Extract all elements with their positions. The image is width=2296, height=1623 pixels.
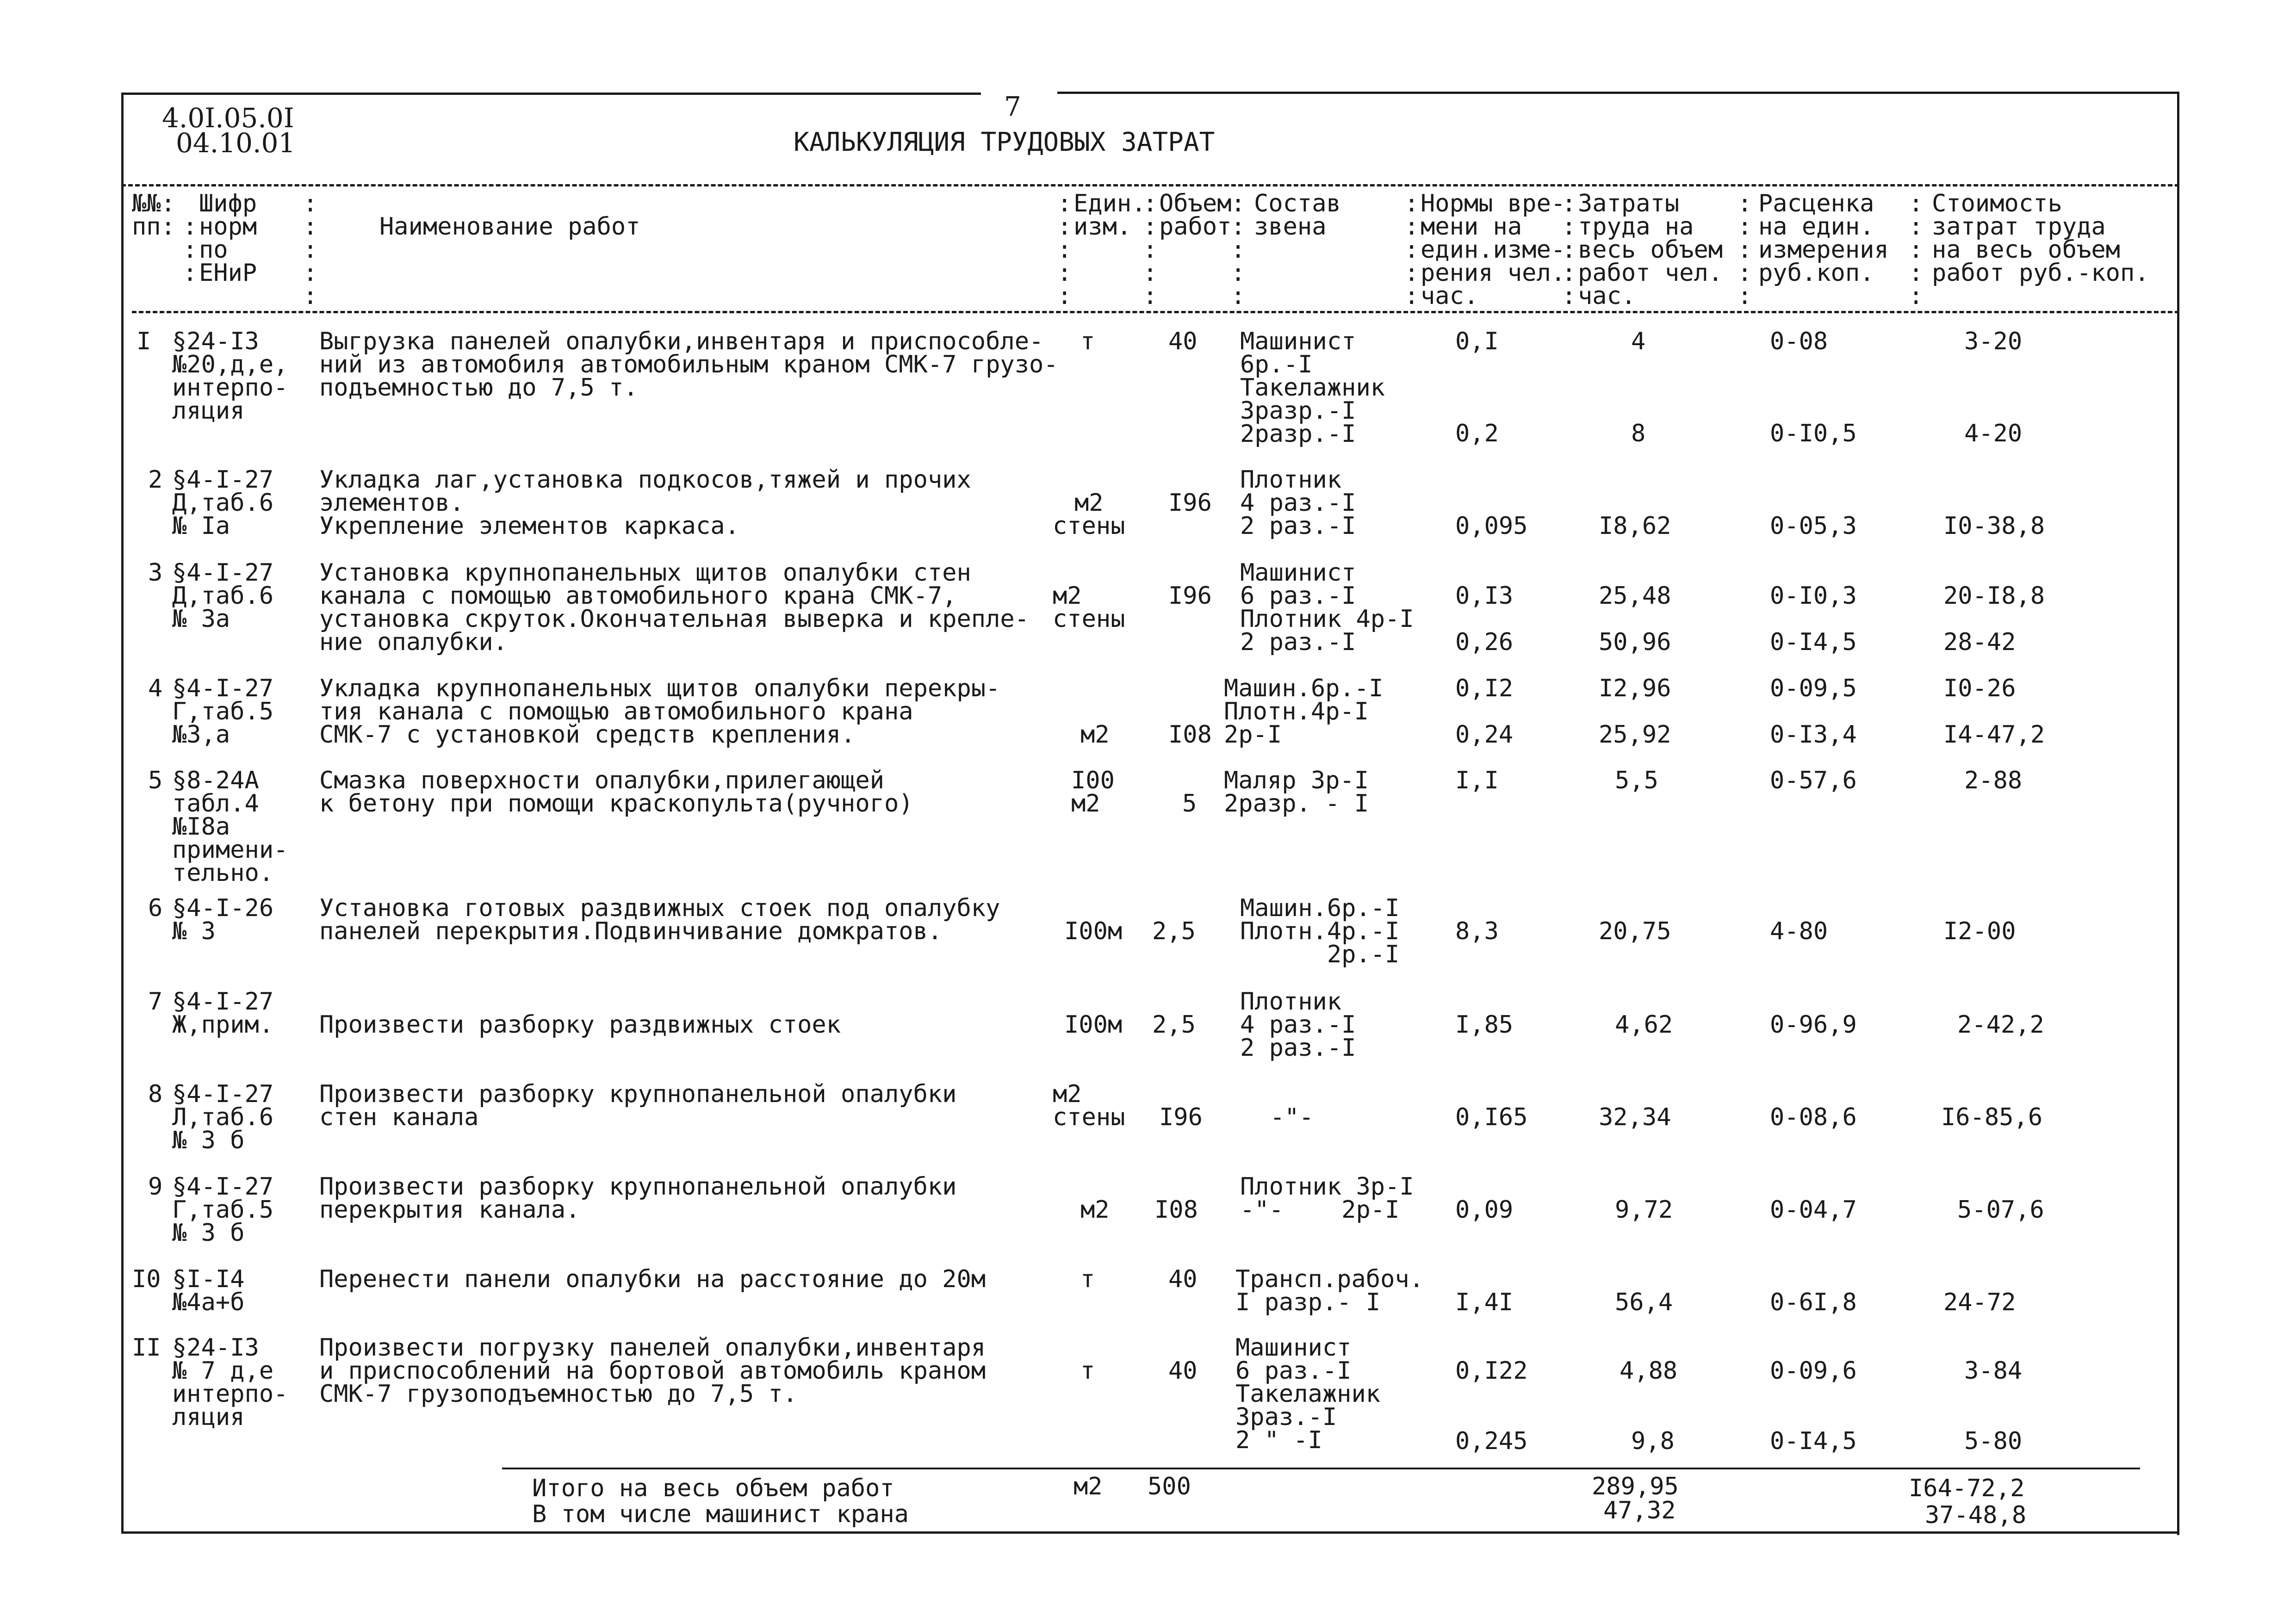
row-number: I [137,328,151,355]
header-labor: Затраты труда на весь объем работ чел. час. [1578,190,1723,310]
row-volume: I96 [1168,582,1212,610]
totals-sublabel: В том числе машинист крана [532,1500,909,1528]
row-norm: 0,2 [1455,420,1499,447]
row-labor: 50,96 [1599,628,1671,656]
header-separator: : : : : : [1404,190,1419,310]
frame-left [121,93,124,1534]
row-norm: I,85 [1455,1011,1514,1039]
row-crew: Машин.6р.-I Плотн.4р-I 2р-I [1224,675,1384,749]
row-unit: м2 [1080,721,1110,749]
totals-labor: 289,95 [1592,1473,1679,1500]
totals-unit: м2 [1074,1473,1103,1500]
row-unit: т [1080,1357,1095,1385]
row-volume: 2,5 [1152,1011,1196,1039]
row-cost: I2-00 [1943,917,2016,945]
row-work-name: Перенести панели опалубки на расстояние до 20м [319,1265,986,1293]
row-labor: 9,8 [1631,1427,1675,1455]
row-volume: I08 [1168,721,1212,749]
row-labor: I2,96 [1599,675,1671,702]
row-unit: I00 м2 [1071,767,1115,818]
header-separator: : : : : : [1143,190,1158,310]
row-norm-code: §4-I-27 Г,таб.5 №3,а [172,675,274,749]
header-code: Шифр норм по ЕНиР [199,190,257,287]
row-volume: 40 [1168,1357,1198,1385]
row-norm-code: §4-I-27 Ж,прим. [172,988,274,1039]
header-rate: Расценка на един. измерения руб.коп. [1758,190,1889,287]
row-rate: 0-I4,5 [1770,1427,1857,1455]
row-rate: 0-I4,5 [1770,628,1857,656]
row-rate: 0-57,6 [1770,767,1857,794]
row-cost: I6-85,6 [1941,1103,2043,1131]
row-work-name: Выгрузка панелей опалубки,инвентаря и приспособле- ний из автомобиля автомобильным краном СМК-7 грузо- подъемностью до 7,5 т. [319,328,1058,402]
row-labor: 25,92 [1599,721,1671,749]
doc-code-2: 04.10.01 [176,127,296,159]
row-norm: 0,I [1455,328,1499,355]
row-labor: 8 [1631,420,1646,447]
row-norm-code: §24-I3 № 7 д,е интерпо- ляция [172,1334,288,1431]
row-norm: 0,09 [1455,1196,1514,1224]
row-norm: I,4I [1455,1288,1514,1316]
row-rate: 0-I0,5 [1770,420,1857,447]
row-work-name: Произвести погрузку панелей опалубки,инвентаря и приспособлений на бортовой автомобиль краном СМК-7 грузоподъемностью до 7,5 т. [319,1334,986,1408]
row-unit: м2 стены [1053,489,1125,540]
header-unit: Един. изм. [1074,190,1146,241]
row-cost: 3-84 [1964,1357,2023,1385]
row-crew: Плотник 4 раз.-I 2 раз.-I [1240,466,1356,540]
row-rate: 0-6I,8 [1770,1288,1857,1316]
header-separator: : : : : : [1562,190,1576,310]
header-bottom-rule [132,311,2179,313]
row-work-name: Произвести разборку раздвижных стоек [319,1011,841,1039]
row-rate: 0-09,5 [1770,675,1857,702]
row-cost: 20-I8,8 [1943,582,2045,610]
row-labor: 56,4 [1615,1288,1673,1316]
row-norm-code: §24-I3 №20,д,е, интерпо- ляция [172,328,288,425]
row-labor: 25,48 [1599,582,1671,610]
row-labor: 4 [1631,328,1646,355]
row-cost: 5-80 [1964,1427,2023,1455]
totals-cost: I64-72,2 [1909,1474,2025,1502]
row-number: 2 [148,466,163,494]
row-crew: Трансп.рабоч. I разр.- I [1235,1265,1424,1316]
row-norm: 0,245 [1455,1427,1528,1455]
row-work-name: Смазка поверхности опалубки,прилегающей к бетону при помощи краскопульта(ручного) [319,767,913,818]
row-unit: м2 стены [1053,582,1125,633]
row-volume: I96 [1159,1103,1203,1131]
header-top-rule [121,184,2179,186]
row-cost: 24-72 [1943,1288,2016,1316]
frame-bottom [121,1531,2179,1534]
row-norm: 0,I65 [1455,1103,1528,1131]
row-crew: Машинист 6 раз.-I Такелажник 3раз.-I 2 " -I [1235,1334,1381,1454]
row-number: 9 [148,1173,163,1201]
page-title: КАЛЬКУЛЯЦИЯ ТРУДОВЫХ ЗАТРАТ [794,127,1215,157]
row-labor: 4,88 [1620,1357,1678,1385]
frame-top-left [123,93,981,95]
header-separator: : : : [183,213,198,287]
row-number: I0 [132,1265,161,1293]
row-labor: 4,62 [1615,1011,1673,1039]
row-norm-code: §4-I-27 Г,таб.5 № 3 б [172,1173,274,1247]
header-norm: Нормы вре- мени на един.изме- рения чел. час. [1421,190,1566,310]
row-norm: 0,26 [1455,628,1514,656]
row-number: 8 [148,1080,163,1108]
header-num: №№: пп: [132,190,175,241]
row-work-name: Установка крупнопанельных щитов опалубки стен канала с помощью автомобильного крана СМК-7, установка скруток.Окончательная выверка и крепле- ние опалубки. [319,559,1030,656]
row-rate: 4-80 [1770,917,1828,945]
frame-top-right [1057,92,2179,94]
row-work-name: Укладка лаг,установка подкосов,тяжей и прочих элементов. Укрепление элементов каркаса. [319,466,971,540]
row-labor: 32,34 [1599,1103,1671,1131]
row-unit: м2 стены [1053,1080,1125,1131]
row-volume: 2,5 [1152,917,1196,945]
row-norm: I,I [1455,767,1499,794]
row-norm-code: §4-I-26 № 3 [172,894,274,945]
header-name: Наименование работ [379,213,640,241]
row-norm-code: §4-I-27 Д,таб.6 № 3а [172,559,274,633]
totals-volume: 500 [1148,1473,1191,1500]
row-volume: I96 [1168,489,1212,517]
row-cost: 2-42,2 [1957,1011,2044,1039]
row-work-name: Установка готовых раздвижных стоек под опалубку панелей перекрытия.Подвинчивание домкратов. [319,894,1000,945]
row-norm: 0,095 [1455,512,1528,540]
row-work-name: Произвести разборку крупнопанельной опалубки перекрытия канала. [319,1173,957,1224]
row-norm: 0,I22 [1455,1357,1528,1385]
row-work-name: Укладка крупнопанельных щитов опалубки перекры- тия канала с помощью автомобильного крана СМК-7 с установкой средств крепления. [319,675,1000,749]
row-crew: -"- [1270,1103,1314,1131]
row-crew: Плотник 4 раз.-I 2 раз.-I [1240,988,1356,1062]
row-rate: 0-96,9 [1770,1011,1857,1039]
row-norm-code: §4-I-27 Л,таб.6 № 3 б [172,1080,274,1154]
row-norm: 0,24 [1455,721,1514,749]
row-unit: I00м [1064,1011,1123,1039]
totals-labor-crane: 47,32 [1603,1497,1676,1524]
row-number: II [132,1334,161,1362]
header-separator: : : : : : [1738,190,1752,310]
row-crew: Маляр 3р-I 2разр. - I [1224,767,1369,818]
row-rate: 0-05,3 [1770,512,1857,540]
row-cost: 3-20 [1964,328,2023,355]
row-volume: 40 [1168,328,1198,355]
row-number: 3 [148,559,163,587]
totals-rule [502,1468,2140,1469]
row-norm: 8,3 [1455,917,1499,945]
row-number: 5 [148,767,163,794]
row-norm: 0,I2 [1455,675,1514,702]
header-separator: : : : : : [303,190,318,310]
row-cost: 5-07,6 [1957,1196,2044,1224]
row-crew: Плотник 3р-I -"- 2р-I [1240,1173,1414,1224]
row-labor: 20,75 [1599,917,1671,945]
row-cost: 2-88 [1964,767,2023,794]
row-rate: 0-04,7 [1770,1196,1857,1224]
totals-cost-crane: 37-48,8 [1925,1501,2027,1529]
page-number: 7 [1004,91,1021,122]
row-labor: I8,62 [1599,512,1671,540]
row-rate: 0-08,6 [1770,1103,1857,1131]
row-cost: I0-38,8 [1943,512,2045,540]
row-labor: 5,5 [1615,767,1658,794]
row-crew: Машин.6р.-I Плотн.4р.-I 2р.-I [1240,894,1400,968]
header-crew: Состав звена [1254,190,1341,241]
row-unit: т [1080,1265,1095,1293]
frame-right [2177,92,2179,1535]
row-volume: 5 [1182,790,1197,818]
row-rate: 0-I3,4 [1770,721,1857,749]
row-norm: 0,I3 [1455,582,1514,610]
header-separator: : : : : : [1909,190,1924,310]
row-cost: I0-26 [1943,675,2016,702]
row-number: 7 [148,988,163,1016]
header-separator: : : : : : [1057,190,1072,310]
row-number: 6 [148,894,163,922]
row-number: 4 [148,675,163,702]
row-unit: т [1080,328,1095,355]
doc-code-1: 4.0I.05.0I [162,102,294,134]
header-separator: : : : : : [1231,190,1246,310]
row-norm-code: §I-I4 №4а+б [172,1265,245,1316]
row-rate: 0-I0,3 [1770,582,1857,610]
row-cost: 4-20 [1964,420,2023,447]
header-cost: Стоимость затрат труда на весь объем работ руб.-коп. [1932,190,2149,287]
row-unit: I00м [1064,917,1123,945]
row-volume: I08 [1154,1196,1198,1224]
row-work-name: Произвести разборку крупнопанельной опалубки стен канала [319,1080,957,1131]
row-rate: 0-09,6 [1770,1357,1857,1385]
totals-label: Итого на весь объем работ [532,1474,894,1502]
row-volume: 40 [1168,1265,1198,1293]
row-cost: I4-47,2 [1943,721,2045,749]
row-cost: 28-42 [1943,628,2016,656]
row-labor: 9,72 [1615,1196,1673,1224]
row-norm-code: §8-24А табл.4 №I8а примени- тельно. [172,767,288,887]
row-unit: м2 [1080,1196,1110,1224]
row-crew: Машинист 6 раз.-I Плотник 4р-I 2 раз.-I [1240,559,1414,656]
row-norm-code: §4-I-27 Д,таб.6 № Iа [172,466,274,540]
header-volume: Объем работ [1159,190,1232,241]
row-rate: 0-08 [1770,328,1828,355]
row-crew: Машинист 6р.-I Такелажник 3разр.-I 2разр.-I [1240,328,1385,448]
